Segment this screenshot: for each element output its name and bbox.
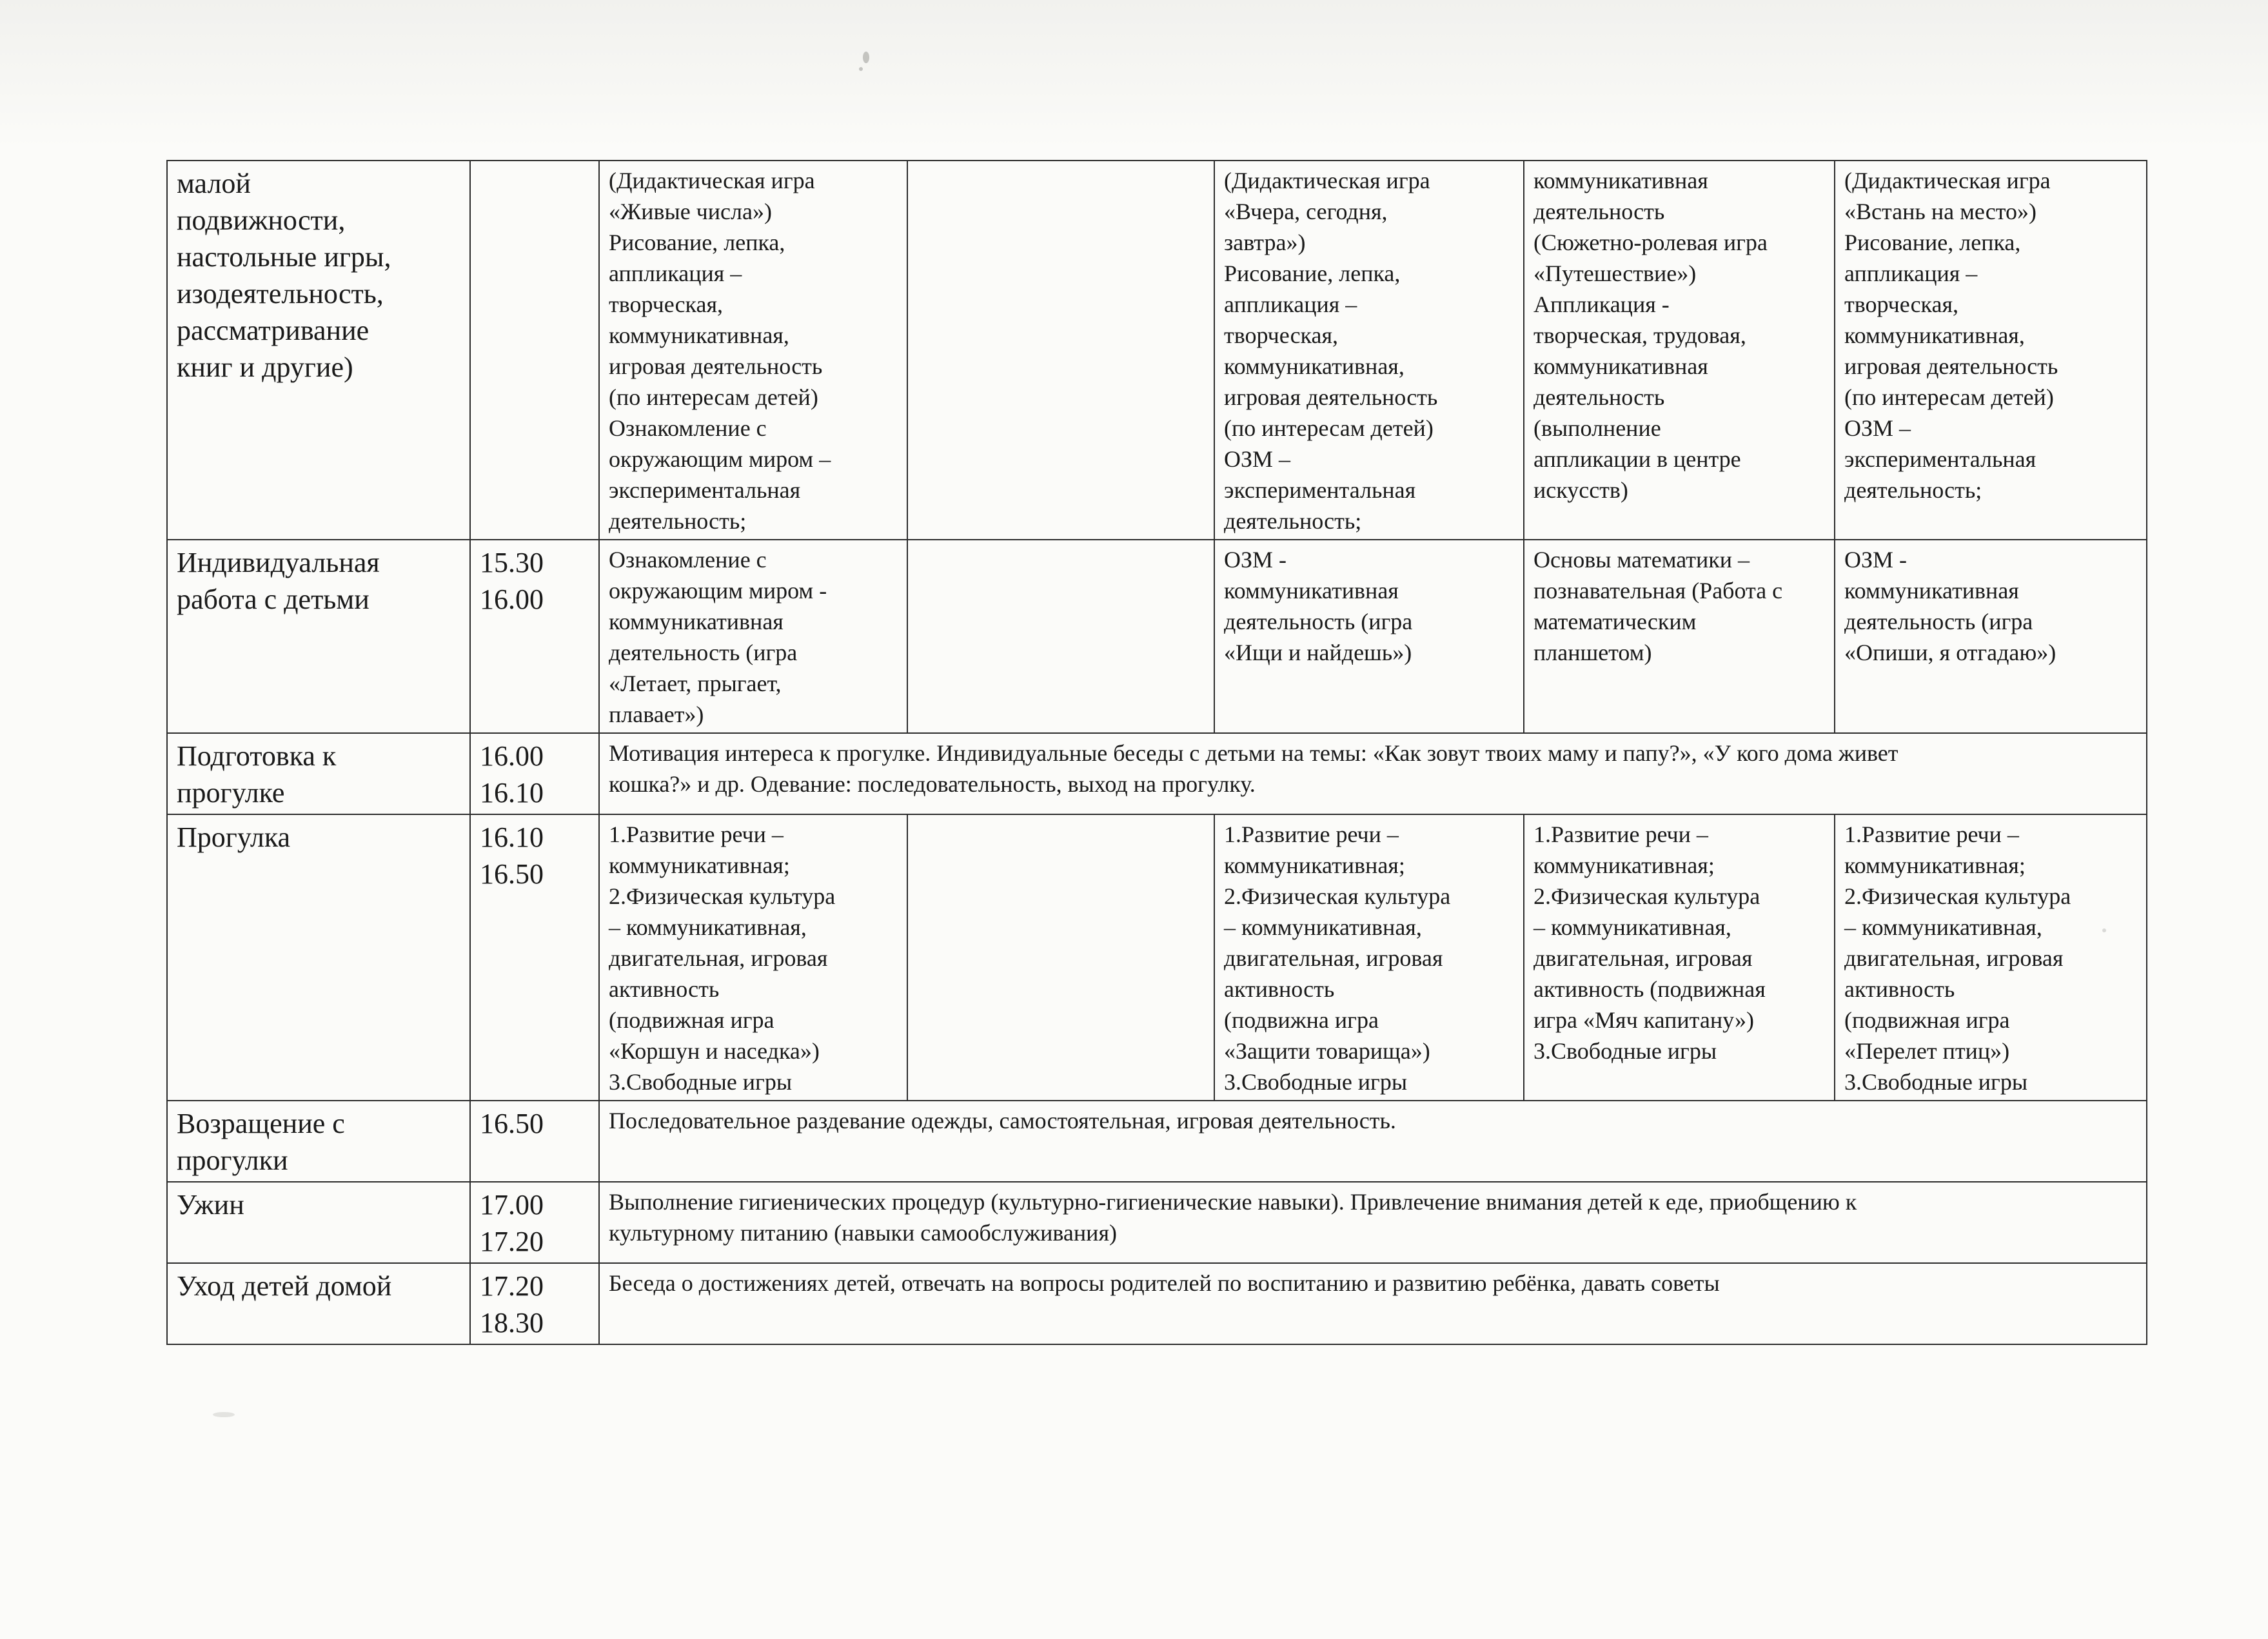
activity-cell — [907, 540, 1214, 733]
activity-cell: 1.Развитие речи – коммуникативная; 2.Физическая культура – коммуникативная, двигательная, игровая активность (подвижная игра «Перелет птиц») 3.Свободные игры — [1835, 814, 2147, 1101]
activity-cell — [907, 814, 1214, 1101]
row-time — [470, 1101, 599, 1182]
schedule-row-walk-preparation — [167, 733, 2147, 814]
row-time — [470, 161, 599, 540]
row-name: Ужин — [167, 1182, 470, 1263]
daily-schedule-table — [166, 160, 2147, 1345]
row-time — [470, 540, 599, 733]
activity-cell: (Дидактическая игра «Встань на место») Рисование, лепка, аппликация – творческая, коммуникативная, игровая деятельность (по интересам детей) ОЗМ – экспериментальная деятельность; — [1835, 161, 2147, 540]
time-end: 16.00 — [480, 584, 544, 615]
row-name: Прогулка — [167, 814, 470, 1101]
schedule-row-walk — [167, 814, 2147, 1101]
time-start: 16.00 — [480, 740, 544, 772]
time-start: 17.00 — [480, 1189, 544, 1221]
schedule-row-activities — [167, 161, 2147, 540]
activity-cell: (Дидактическая игра «Вчера, сегодня, завтра») Рисование, лепка, аппликация – творческая, коммуникативная, игровая деятельность (по интересам детей) ОЗМ – экспериментальная деятельность; — [1214, 161, 1524, 540]
activity-cell — [907, 161, 1214, 540]
row-time — [470, 814, 599, 1101]
activity-cell: Ознакомление с окружающим миром - коммуникативная деятельность (игра «Летает, прыгает, плавает») — [599, 540, 907, 733]
activity-cell: 1.Развитие речи – коммуникативная; 2.Физическая культура – коммуникативная, двигательная, игровая активность (подвижна игра «Защити товарища») 3.Свободные игры — [1214, 814, 1524, 1101]
time-start: 15.30 — [480, 547, 544, 578]
row-description: Беседа о достижениях детей, отвечать на вопросы родителей по воспитанию и развитию ребёнка, давать советы — [599, 1263, 2147, 1344]
schedule-row-dinner — [167, 1182, 2147, 1263]
row-time — [470, 733, 599, 814]
row-name: Индивидуальная работа с детьми — [167, 540, 470, 733]
time-end: 16.50 — [480, 858, 544, 890]
scan-speck — [213, 1412, 235, 1417]
activity-cell: ОЗМ - коммуникативная деятельность (игра «Ищи и найдешь») — [1214, 540, 1524, 733]
activity-cell: ОЗМ - коммуникативная деятельность (игра «Опиши, я отгадаю») — [1835, 540, 2147, 733]
activity-cell: 1.Развитие речи – коммуникативная; 2.Физическая культура – коммуникативная, двигательная, игровая активность (подвижная игра «Коршун и наседка») 3.Свободные игры — [599, 814, 907, 1101]
row-time — [470, 1263, 599, 1344]
activity-cell: 1.Развитие речи – коммуникативная; 2.Физическая культура – коммуникативная, двигательная, игровая активность (подвижная игра «Мяч капитану») 3.Свободные игры — [1524, 814, 1835, 1101]
row-name: Уход детей домой — [167, 1263, 470, 1344]
row-description: Выполнение гигиенических процедур (культурно-гигиенические навыки). Привлечение внимания детей к еде, приобщению к культурному питанию (навыки самообслуживания) — [599, 1182, 2147, 1263]
activity-cell: Основы математики – познавательная (Работа с математическим планшетом) — [1524, 540, 1835, 733]
schedule-row-return-from-walk — [167, 1101, 2147, 1182]
time-end: 16.10 — [480, 777, 544, 809]
time-start: 17.20 — [480, 1270, 544, 1302]
time-end: 17.20 — [480, 1226, 544, 1257]
schedule-row-going-home — [167, 1263, 2147, 1344]
row-name: Подготовка к прогулке — [167, 733, 470, 814]
scan-background-top — [0, 0, 2268, 148]
activity-cell: (Дидактическая игра «Живые числа») Рисование, лепка, аппликация – творческая, коммуникативная, игровая деятельность (по интересам детей) Ознакомление с окружающим миром – экспериментальная деятельность; — [599, 161, 907, 540]
scan-speck — [863, 52, 869, 63]
activity-cell: коммуникативная деятельность (Сюжетно-ролевая игра «Путешествие») Аппликация - творческая, трудовая, коммуникативная деятельность (выполнение аппликации в центре искусств) — [1524, 161, 1835, 540]
time-start: 16.50 — [480, 1108, 544, 1139]
row-name: малой подвижности, настольные игры, изодеятельность, рассматривание книг и другие) — [167, 161, 470, 540]
row-description: Мотивация интереса к прогулке. Индивидуальные беседы с детьми на темы: «Как зовут твоих маму и папу?», «У кого дома живет кошка?» и др. Одевание: последовательность, выход на прогулку. — [599, 733, 2147, 814]
row-time — [470, 1182, 599, 1263]
row-description: Последовательное раздевание одежды, самостоятельная, игровая деятельность. — [599, 1101, 2147, 1182]
time-start: 16.10 — [480, 821, 544, 853]
schedule-row-individual-work — [167, 540, 2147, 733]
time-end: 18.30 — [480, 1307, 544, 1339]
scan-speck — [859, 67, 863, 71]
row-name: Возращение с прогулки — [167, 1101, 470, 1182]
